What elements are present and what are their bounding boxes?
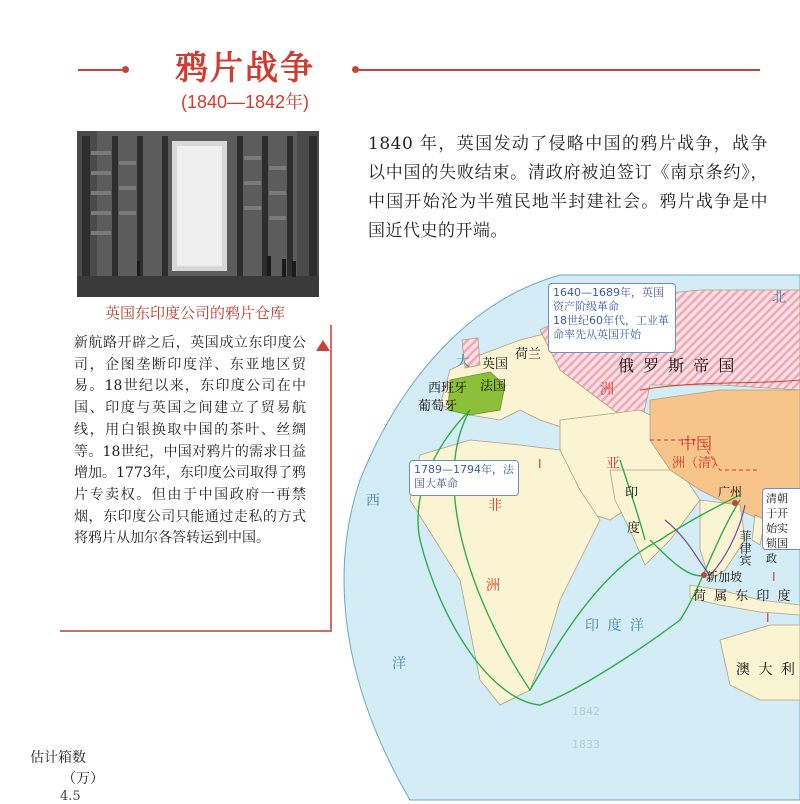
callout-qing-text: 清朝于开始实锁国政	[766, 492, 788, 565]
intro-paragraph: 1840 年，英国发动了侵略中国的鸦片战争，战争以中国的失败结束。清政府被迫签订《南京条约》，中国开始沦为半殖民地半封建社会。鸦片战争是中国近代史的开端。	[368, 134, 768, 241]
label-africa-zhou: 洲	[486, 578, 500, 594]
callout-qing-closed-door	[762, 488, 800, 565]
callout-english-revolution	[548, 283, 676, 353]
guangzhou-city-icon	[732, 500, 738, 506]
ghost-year-b: 1833	[572, 738, 600, 751]
page-subtitle-years: (1840—1842年)	[180, 92, 310, 112]
label-indian-ocean: 印 度 洋	[585, 618, 646, 634]
label-netherlands: 荷兰	[515, 347, 542, 362]
title-dot-left	[122, 66, 129, 73]
triangle-marker-icon	[316, 340, 330, 351]
chart-y-label: 估计箱数	[30, 750, 86, 766]
label-atlantic-yang: 洋	[392, 656, 406, 672]
callout-french-revolution-text: 1789—1794年，法国大革命	[414, 463, 514, 490]
label-guangzhou: 广州	[718, 485, 743, 499]
label-africa-fei: 非	[488, 498, 502, 514]
label-china: 中国	[680, 434, 713, 453]
label-england: 英国	[482, 357, 509, 372]
marker-3: I	[766, 611, 770, 625]
label-dutch-east-indies: 荷 属 东 印 度	[693, 589, 793, 604]
label-north: 北	[772, 290, 786, 306]
label-india-2: 度	[627, 521, 641, 536]
ghost-year-a: 1842	[572, 705, 600, 718]
label-philippines: 菲律宾	[738, 530, 752, 566]
marker-2: I	[772, 570, 776, 584]
label-asia: 亚	[606, 456, 620, 472]
photo-caption: 英国东印度公司的鸦片仓库	[104, 304, 285, 322]
title-rule-left	[78, 69, 122, 71]
label-singapore: 新加坡	[706, 570, 743, 584]
label-france: 法国	[480, 379, 507, 394]
label-atlantic-da: 大	[456, 354, 470, 370]
label-australia: 澳 大 利	[736, 662, 797, 678]
label-russian-empire: 俄 罗 斯 帝 国	[618, 356, 737, 375]
sidebar-text: 新航路开辟之后，英国成立东印度公司，企图垄断印度洋、东亚地区贸易。18世纪以来，东印度公司在中国、印度与英国之间建立了贸易航线，用白银换取中国的茶叶、丝绸等。18世纪，中国对鸦片的需求日益增加。1773年，东印度公司取得了鸦片专卖权。但由于中国政府一再禁烟，东印度公司只能通过走私的方式将鸦片从加尔各答转运到中国。	[74, 335, 306, 547]
label-qing: 洲（清）	[672, 456, 725, 471]
label-spain: 西班牙	[428, 381, 468, 396]
callout-industrial-revolution-text: 18世纪60年代，工业革命率先从英国开始	[553, 314, 669, 341]
chart-y-unit: （万）	[62, 771, 104, 787]
title-dot-right	[352, 66, 359, 73]
callout-french-revolution	[409, 460, 519, 496]
title-rule-right	[359, 69, 760, 71]
callout-english-revolution-text: 1640—1689年，英国资产阶级革命	[553, 286, 664, 313]
label-europe-zhou: 洲	[600, 382, 614, 398]
warehouse-illustration	[77, 131, 319, 297]
marker-1: I	[538, 457, 542, 471]
label-atlantic-xi: 西	[366, 493, 380, 509]
label-portugal: 葡萄牙	[418, 399, 458, 414]
page-title: 鸦片战争	[175, 48, 315, 87]
opium-warehouse-photo	[77, 131, 319, 297]
label-india-1: 印	[625, 486, 639, 501]
chart-tick-fragment: 4.5	[60, 789, 81, 804]
